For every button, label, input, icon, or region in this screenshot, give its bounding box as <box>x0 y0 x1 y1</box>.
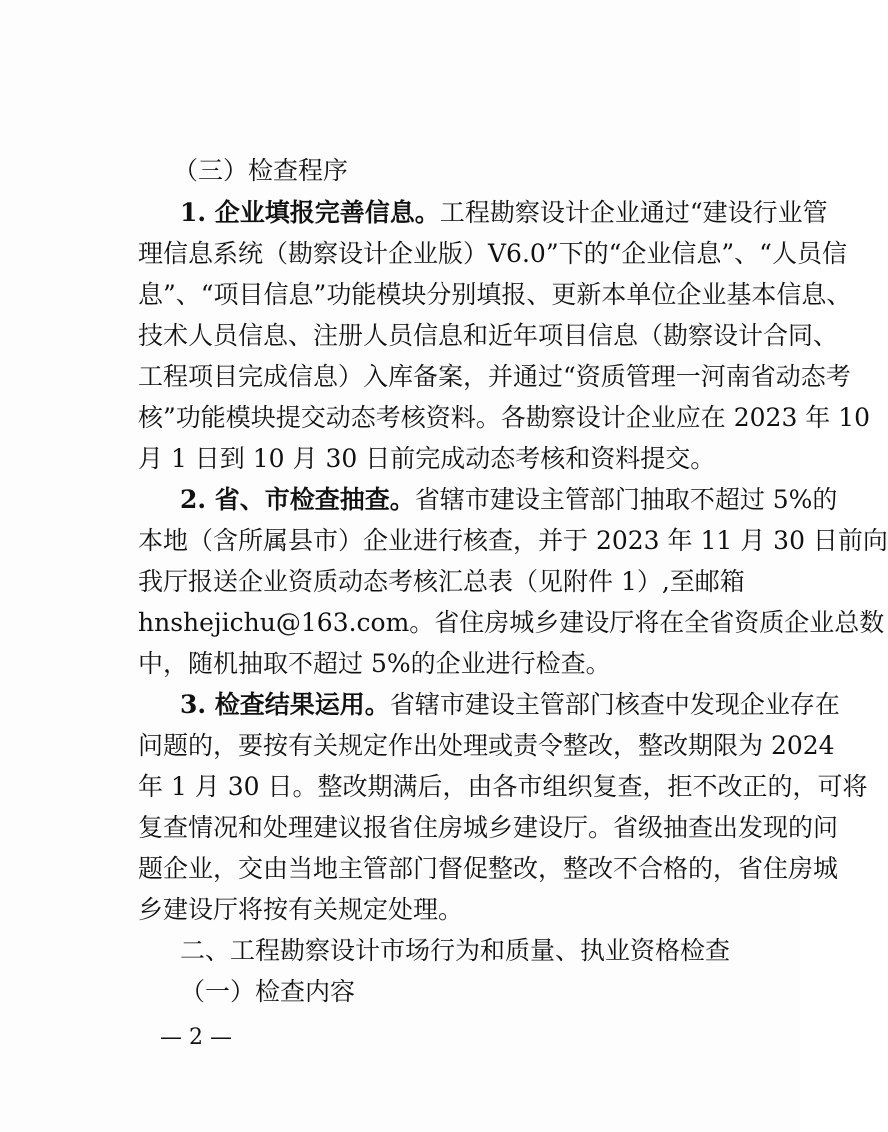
item-2-line-0-text: 省辖市建设主管部门抽取不超过 5%的 <box>414 485 838 514</box>
item-3-line-0-text: 省辖市建设主管部门核查中发现企业存在 <box>389 690 840 719</box>
item-2-line-0 <box>180 480 837 520</box>
page-number: — 2 — <box>160 1025 232 1050</box>
item-3-line-2: 年 1 月 30 日。整改期满后，由各市组织复查，拒不改正的，可将 <box>138 772 868 801</box>
item-1-line-3: 技术人员信息、注册人员信息和近年项目信息（勘察设计合同、 <box>138 321 839 350</box>
item-1-lead: 1. 企业填报完善信息。 <box>180 198 440 227</box>
item-3-line-4: 题企业，交由当地主管部门督促整改，整改不合格的，省住房城 <box>138 854 839 883</box>
item-2-line-4: 中，随机抽取不超过 5%的企业进行检查。 <box>138 649 611 678</box>
section-heading-procedure: （三）检查程序 <box>173 156 349 185</box>
item-1-line-1: 理信息系统（勘察设计企业版）V6.0”下的“企业信息”、“人员信 <box>138 239 847 268</box>
section-two-heading: 二、工程勘察设计市场行为和质量、执业资格检查 <box>180 936 731 965</box>
item-2-line-3: hnshejichu@163.com。省住房城乡建设厅将在全省资质企业总数 <box>138 608 885 637</box>
subsection-content-heading: （一）检查内容 <box>180 977 356 1006</box>
item-1-line-4: 工程项目完成信息）入库备案，并通过“资质管理一河南省动态考 <box>138 362 851 391</box>
item-2-line-2: 我厅报送企业资质动态考核汇总表（见附件 1）,至邮箱 <box>138 567 745 596</box>
item-3-line-5: 乡建设厅将按有关规定处理。 <box>138 895 464 924</box>
item-1-line-5: 核”功能模块提交动态考核资料。各勘察设计企业应在 2023 年 10 <box>138 403 871 432</box>
item-2-lead: 2. 省、市检查抽查。 <box>180 485 415 514</box>
item-3-line-3: 复查情况和处理建议报省住房城乡建设厅。省级抽查出发现的问 <box>138 813 839 842</box>
item-3-line-0 <box>180 685 840 725</box>
item-3-lead: 3. 检查结果运用。 <box>180 690 390 719</box>
item-2-line-1: 本地（含所属县市）企业进行核查，并于 2023 年 11 月 30 日前向 <box>138 526 888 555</box>
item-1-line-0-text: 工程勘察设计企业通过“建设行业管 <box>439 198 828 227</box>
item-1-line-6: 月 1 日到 10 月 30 日前完成动态考核和资料提交。 <box>138 444 716 473</box>
item-1-line-2: 息”、“项目信息”功能模块分别填报、更新本单位企业基本信息、 <box>138 280 852 309</box>
item-1-line-0 <box>180 193 828 233</box>
item-3-line-1: 问题的，要按有关规定作出处理或责令整改，整改期限为 2024 <box>138 731 835 760</box>
